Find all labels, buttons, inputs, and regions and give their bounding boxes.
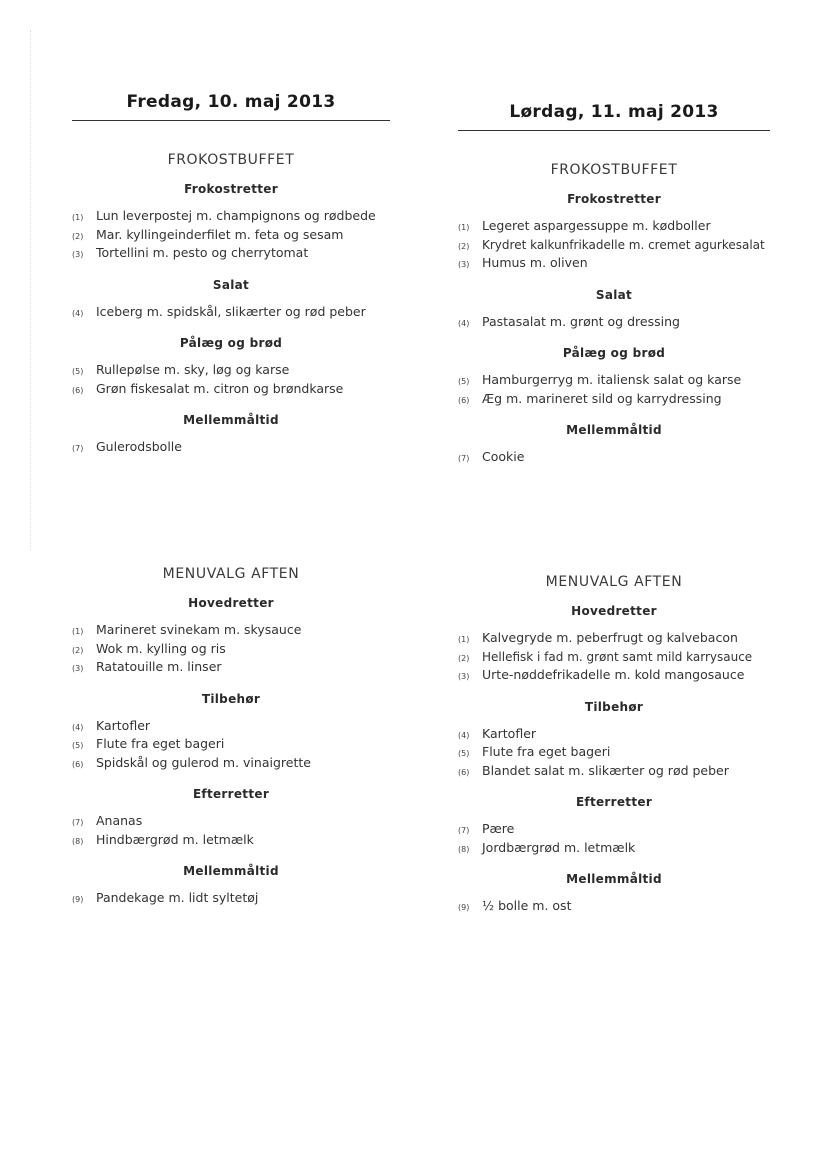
item-text: Blandet salat m. slikærter og rød peber (482, 762, 729, 778)
section-title: Efterretter (575, 795, 653, 809)
item-text: Ratatouille m. linser (96, 659, 222, 674)
list-item (458, 449, 770, 468)
item-text: Mar. kyllingeinderfilet m. feta og sesam (96, 226, 344, 242)
lunch-sections (72, 182, 390, 458)
item-number: (5) (458, 749, 470, 758)
item-number: (1) (458, 635, 470, 644)
item-text: ½ bolle m. ost (482, 898, 572, 913)
list-item (72, 813, 390, 832)
section-title: Mellemmåltid (183, 864, 279, 878)
item-list (458, 218, 770, 274)
item-text: Pære (482, 821, 515, 836)
list-item (72, 718, 390, 737)
item-number: (4) (458, 318, 470, 328)
item-number: (1) (72, 213, 84, 222)
dinner-menu (72, 566, 390, 909)
list-item (458, 821, 770, 840)
item-list (458, 372, 770, 409)
item-number: (6) (72, 759, 84, 769)
day-column-saturday (458, 102, 770, 913)
item-text: Krydret kalkunfrikadelle m. cremet agurkesalat (482, 237, 765, 252)
item-text: Grøn fiskesalat m. citron og brøndkarse (96, 380, 344, 396)
item-number: (3) (72, 664, 84, 673)
item-text: Tortellini m. pesto og cherrytomat (96, 245, 309, 260)
list-item (72, 641, 390, 660)
list-item (458, 763, 770, 782)
item-text: Legeret aspargessuppe m. kødboller (482, 218, 711, 233)
item-list (458, 449, 770, 468)
item-number: (6) (72, 385, 84, 395)
item-number: (2) (72, 645, 84, 655)
section-title: Pålæg og brød (179, 336, 283, 350)
item-number: (6) (458, 395, 470, 405)
list-item (72, 208, 390, 227)
day-title: Lørdag, 11. maj 2013 (458, 102, 770, 131)
menu-section (458, 192, 770, 274)
section-title: Mellemmåltid (566, 423, 662, 437)
item-text: Lun leverpostej m. champignons og rødbede (96, 208, 376, 223)
list-item (72, 832, 390, 851)
day-title: Fredag, 10. maj 2013 (72, 92, 390, 121)
item-list (72, 890, 390, 909)
section-title: Salat (595, 287, 633, 302)
section-title: Frokostretter (567, 192, 661, 206)
item-number: (6) (458, 767, 470, 777)
item-number: (5) (72, 741, 84, 750)
item-text: Urte-nøddefrikadelle m. kold mangosauce (482, 667, 745, 682)
item-text: Flute fra eget bageri (96, 736, 225, 751)
list-item (458, 314, 770, 333)
item-text: Rullepølse m. sky, løg og karse (96, 362, 290, 377)
item-list (458, 726, 770, 782)
item-number: (7) (458, 826, 470, 835)
item-text: Hellefisk i fad m. grønt samt mild karrysauce (482, 649, 753, 664)
list-item (458, 840, 770, 859)
item-text: Jordbærgrød m. letmælk (482, 839, 636, 855)
section-title: Pålæg og brød (562, 346, 666, 360)
item-text: Æg m. marineret sild og karrydressing (482, 390, 722, 406)
section-title: Mellemmåltid (183, 413, 279, 427)
menu-section (458, 700, 770, 782)
item-list (72, 362, 390, 399)
item-list (72, 622, 390, 678)
dinner-heading: MENUVALG AFTEN (162, 566, 300, 582)
section-title: Salat (212, 277, 250, 292)
item-number: (4) (72, 308, 84, 318)
lunch-heading: FROKOSTBUFFET (167, 152, 295, 168)
dinner-heading: MENUVALG AFTEN (545, 574, 683, 590)
lunch-menu (458, 162, 770, 468)
item-text: Pandekage m. lidt syltetøj (96, 890, 259, 905)
list-item (458, 744, 770, 763)
section-title: Mellemmåltid (566, 872, 662, 886)
list-item (458, 649, 770, 668)
item-number: (5) (458, 377, 470, 386)
menu-section (458, 795, 770, 858)
list-item (458, 667, 770, 686)
item-number: (3) (458, 672, 470, 681)
list-item (72, 659, 390, 678)
item-number: (1) (458, 223, 470, 232)
list-item (72, 890, 390, 909)
list-item (72, 304, 390, 323)
menu-section (72, 692, 390, 774)
item-list (72, 813, 390, 850)
item-list (72, 439, 390, 458)
list-item (72, 362, 390, 381)
item-list (72, 304, 390, 323)
list-item (72, 439, 390, 458)
list-item (72, 227, 390, 246)
item-number: (7) (458, 454, 470, 463)
item-number: (7) (72, 818, 84, 827)
dinner-menu (458, 574, 770, 917)
item-text: Marineret svinekam m. skysauce (96, 622, 302, 637)
item-text: Gulerodsbolle (96, 439, 182, 454)
list-item (72, 622, 390, 641)
item-list (458, 898, 770, 917)
list-item (72, 381, 390, 400)
menu-section (72, 278, 390, 323)
menu-section (72, 413, 390, 458)
item-list (458, 630, 770, 686)
item-list (458, 314, 770, 333)
section-title: Hovedretter (571, 604, 657, 618)
item-text: Humus m. oliven (482, 255, 588, 270)
item-text: Hamburgerryg m. italiensk salat og karse (482, 372, 742, 387)
item-list (458, 821, 770, 858)
item-list (72, 718, 390, 774)
list-item (72, 245, 390, 264)
section-title: Frokostretter (184, 182, 278, 196)
menu-section (458, 346, 770, 409)
scan-margin-marks (30, 30, 37, 550)
item-number: (2) (72, 231, 84, 241)
item-number: (4) (72, 722, 84, 732)
list-item (72, 755, 390, 774)
item-number: (2) (458, 241, 470, 251)
lunch-menu (72, 152, 390, 458)
section-title: Hovedretter (188, 596, 274, 610)
item-number: (2) (458, 653, 470, 663)
item-number: (8) (458, 844, 470, 854)
section-title: Efterretter (192, 787, 270, 801)
list-item (458, 237, 770, 256)
item-text: Kartofler (482, 725, 537, 741)
item-text: Hindbærgrød m. letmælk (96, 831, 254, 847)
item-text: Spidskål og gulerod m. vinaigrette (96, 754, 311, 770)
list-item (458, 630, 770, 649)
item-number: (9) (458, 903, 470, 912)
item-number: (3) (72, 250, 84, 259)
item-list (72, 208, 390, 264)
item-text: Flute fra eget bageri (482, 744, 611, 759)
lunch-heading: FROKOSTBUFFET (550, 162, 678, 178)
item-text: Cookie (482, 449, 525, 464)
item-text: Kartofler (96, 717, 151, 733)
item-number: (9) (72, 895, 84, 904)
section-title: Tilbehør (584, 699, 644, 714)
item-number: (1) (72, 627, 84, 636)
list-item (458, 726, 770, 745)
section-title: Tilbehør (201, 691, 261, 706)
item-text: Kalvegryde m. peberfrugt og kalvebacon (482, 630, 738, 645)
menu-section (458, 604, 770, 686)
list-item (458, 218, 770, 237)
menu-section (72, 787, 390, 850)
menu-section (458, 288, 770, 333)
item-text: Wok m. kylling og ris (96, 640, 226, 656)
list-item (458, 898, 770, 917)
item-number: (3) (458, 260, 470, 269)
menu-section (458, 872, 770, 917)
menu-section (72, 864, 390, 909)
item-number: (4) (458, 730, 470, 740)
list-item (458, 391, 770, 410)
item-text: Iceberg m. spidskål, slikærter og rød peber (96, 303, 366, 319)
item-text: Ananas (96, 813, 143, 828)
list-item (458, 372, 770, 391)
item-number: (7) (72, 444, 84, 453)
item-number: (8) (72, 836, 84, 846)
menu-section (72, 596, 390, 678)
item-number: (5) (72, 367, 84, 376)
list-item (458, 255, 770, 274)
menu-section (72, 182, 390, 264)
menu-section (458, 423, 770, 468)
item-text: Pastasalat m. grønt og dressing (482, 313, 680, 329)
menu-section (72, 336, 390, 399)
list-item (72, 736, 390, 755)
day-column-friday (72, 92, 390, 905)
